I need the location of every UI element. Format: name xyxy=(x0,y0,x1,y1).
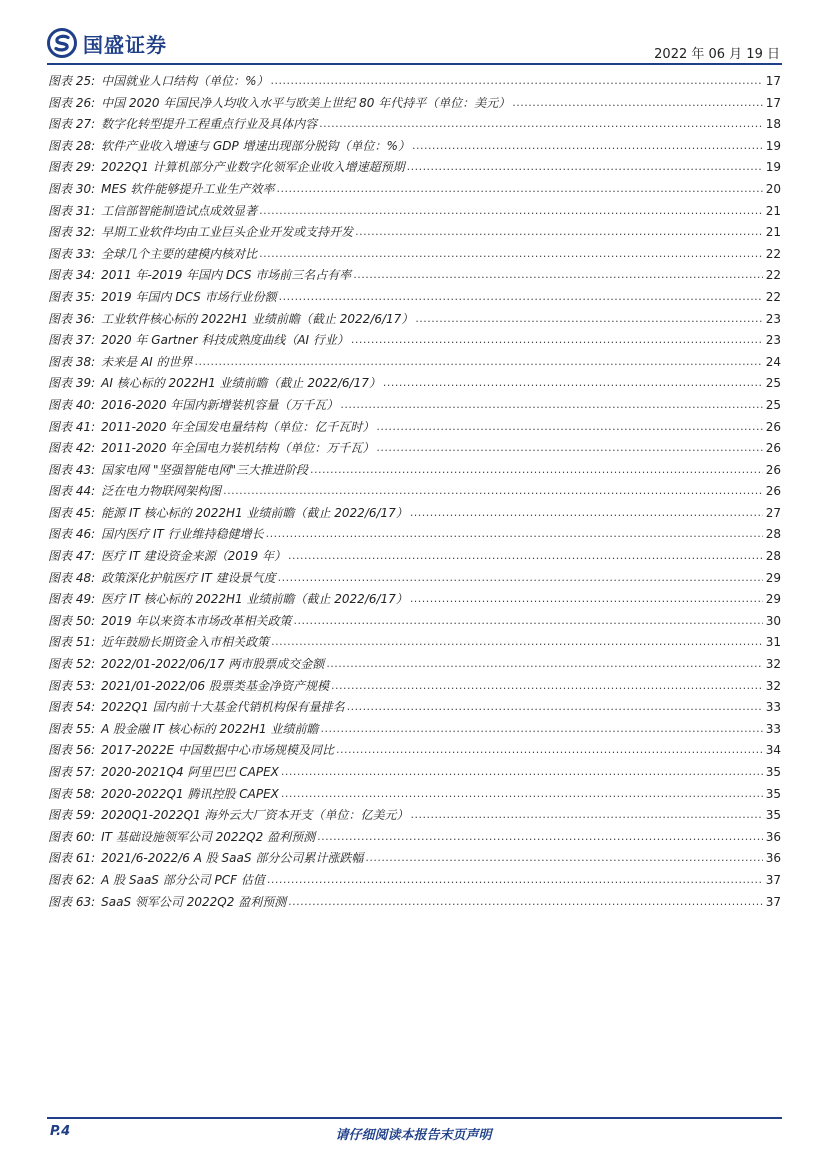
toc-entry[interactable] xyxy=(48,439,781,461)
toc-entry-title: 医疗 IT 核心标的 2022H1 业绩前瞻（截止 2022/6/17） xyxy=(101,592,408,607)
toc-entry-page: 21 xyxy=(765,203,781,218)
toc-leader-dots xyxy=(383,375,763,389)
toc-leader-dots xyxy=(353,267,763,281)
toc-entry[interactable] xyxy=(48,180,781,202)
toc-leader-dots xyxy=(351,332,763,346)
toc-entry-label: 图表 49: xyxy=(48,592,96,607)
toc-entry-label: 图表 31: xyxy=(48,203,96,218)
toc-leader-dots xyxy=(266,526,763,540)
toc-entry-title: 2020Q1-2022Q1 海外云大厂资本开支（单位：亿美元） xyxy=(101,808,409,823)
toc-leader-dots xyxy=(223,483,763,497)
toc-entry-label: 图表 43: xyxy=(48,462,96,477)
toc-entry-label: 图表 52: xyxy=(48,657,96,672)
toc-entry[interactable] xyxy=(48,353,781,375)
toc-entry-page: 26 xyxy=(765,441,781,456)
toc-entry-page: 22 xyxy=(765,289,781,304)
toc-leader-dots xyxy=(376,440,763,454)
toc-entry-page: 26 xyxy=(765,484,781,499)
toc-entry-title: SaaS 领军公司 2022Q2 盈利预测 xyxy=(101,894,287,909)
toc-entry-title: 国内医疗 IT 行业维持稳健增长 xyxy=(101,527,264,542)
toc-entry-label: 图表 38: xyxy=(48,354,96,369)
toc-leader-dots xyxy=(347,699,763,713)
toc-leader-dots xyxy=(407,159,763,173)
toc-entry-label: 图表 34: xyxy=(48,268,96,283)
toc-entry-title: 2011-2020 年全国发电量结构（单位：亿千瓦时） xyxy=(101,419,375,434)
toc-entry-title: 工业软件核心标的 2022H1 业绩前瞻（截止 2022/6/17） xyxy=(101,311,414,326)
toc-entry[interactable] xyxy=(48,331,781,353)
toc-entry[interactable] xyxy=(48,547,781,569)
toc-entry-title: 政策深化护航医疗 IT 建设景气度 xyxy=(101,570,276,585)
toc-leader-dots xyxy=(321,721,764,735)
toc-entry-title: 2020-2021Q4 阿里巴巴 CAPEX xyxy=(101,765,279,779)
toc-entry-label: 图表 30: xyxy=(48,181,96,196)
toc-entry-page: 28 xyxy=(765,527,781,542)
report-date: 2022 年 06 月 19 日 xyxy=(654,47,780,62)
toc-entry-title: 2017-2022E 中国数据中心市场规模及同比 xyxy=(101,743,334,758)
company-name: 国盛证券 xyxy=(83,32,167,57)
toc-entry-page: 26 xyxy=(765,462,781,477)
toc-entry-page: 25 xyxy=(765,376,781,391)
toc-leader-dots xyxy=(365,850,763,864)
toc-entry-label: 图表 60: xyxy=(48,829,96,844)
toc-entry-page: 33 xyxy=(765,721,781,736)
toc-entry[interactable] xyxy=(48,677,781,699)
toc-entry[interactable] xyxy=(48,137,781,159)
toc-entry-page: 26 xyxy=(765,419,781,434)
toc-leader-dots xyxy=(340,397,763,411)
toc-entry-label: 图表 59: xyxy=(48,808,96,823)
toc-entry-page: 22 xyxy=(765,268,781,283)
toc-entry-page: 19 xyxy=(765,160,781,175)
toc-leader-dots xyxy=(281,786,763,800)
toc-entry-title: 数字化转型提升工程重点行业及具体内容 xyxy=(101,117,318,132)
company-logo xyxy=(47,28,167,58)
toc-leader-dots xyxy=(317,829,763,843)
toc-entry-title: 中国 2020 年国民净人均收入水平与欧美上世纪 80 年代持平（单位：美元） xyxy=(101,95,511,110)
toc-entry-title: 2011 年-2019 年国内 DCS 市场前三名占有率 xyxy=(101,268,352,283)
toc-entry-label: 图表 35: xyxy=(48,289,96,304)
toc-leader-dots xyxy=(412,138,763,152)
toc-entry-label: 图表 51: xyxy=(48,635,96,650)
toc-entry-label: 图表 56: xyxy=(48,743,96,758)
toc-entry-page: 18 xyxy=(765,117,781,132)
toc-leader-dots xyxy=(281,764,763,778)
toc-entry-page: 23 xyxy=(765,333,781,348)
toc-entry-page: 37 xyxy=(765,894,781,909)
toc-entry-title: 2021/6-2022/6 A 股 SaaS 部分公司累计涨跌幅 xyxy=(101,851,364,866)
toc-entry-title: A 股金融 IT 核心标的 2022H1 业绩前瞻 xyxy=(101,721,319,736)
toc-entry-label: 图表 62: xyxy=(48,872,96,887)
toc-entry-label: 图表 42: xyxy=(48,441,96,456)
toc-entry-label: 图表 61: xyxy=(48,851,96,866)
toc-entry-page: 19 xyxy=(765,138,781,153)
toc-entry-label: 图表 45: xyxy=(48,505,96,520)
toc-entry-label: 图表 63: xyxy=(48,894,96,909)
toc-entry-label: 图表 40: xyxy=(48,397,96,412)
toc-entry-title: 全球几个主要的建模内核对比 xyxy=(101,246,258,261)
toc-entry[interactable] xyxy=(48,72,781,94)
toc-entry-title: 能源 IT 核心标的 2022H1 业绩前瞻（截止 2022/6/17） xyxy=(101,505,408,520)
toc-leader-dots xyxy=(294,613,764,627)
toc-entry-title: 2022/01-2022/06/17 两市股票成交金额 xyxy=(101,657,325,672)
page-number: P.4 xyxy=(50,1124,71,1139)
figure-list xyxy=(48,72,781,914)
toc-leader-dots xyxy=(278,570,763,584)
toc-entry-title: 2019 年以来资本市场改革相关政策 xyxy=(101,613,292,628)
toc-entry-label: 图表 32: xyxy=(48,225,96,240)
toc-entry-label: 图表 41: xyxy=(48,419,96,434)
toc-entry-label: 图表 29: xyxy=(48,160,96,175)
toc-entry-label: 图表 47: xyxy=(48,549,96,564)
toc-entry-title: 2016-2020 年国内新增装机容量（万千瓦） xyxy=(101,397,339,412)
toc-entry-page: 28 xyxy=(765,549,781,564)
toc-entry-title: 2022Q1 国内前十大基金代销机构保有量排名 xyxy=(101,700,345,715)
toc-entry-page: 36 xyxy=(765,829,781,844)
toc-entry-page: 27 xyxy=(765,505,781,520)
toc-entry[interactable] xyxy=(48,223,781,245)
toc-entry[interactable] xyxy=(48,849,781,871)
toc-leader-dots xyxy=(288,894,763,908)
toc-entry[interactable] xyxy=(48,806,781,828)
toc-entry-page: 29 xyxy=(765,570,781,585)
toc-entry-title: 中国就业人口结构（单位：%） xyxy=(101,74,269,88)
toc-leader-dots xyxy=(259,203,763,217)
toc-entry-page: 23 xyxy=(765,311,781,326)
toc-entry-label: 图表 55: xyxy=(48,721,96,736)
toc-entry-label: 图表 46: xyxy=(48,527,96,542)
toc-entry-page: 35 xyxy=(765,786,781,801)
footer-disclaimer: 请仔细阅读本报告末页声明 xyxy=(335,1128,492,1143)
toc-leader-dots xyxy=(512,95,763,109)
toc-entry-title: 国家电网 "坚强智能电网"三大推进阶段 xyxy=(101,462,308,477)
toc-leader-dots xyxy=(271,73,763,87)
toc-entry-title: 2022Q1 计算机部分产业数字化领军企业收入增速超预期 xyxy=(101,160,405,175)
toc-entry-label: 图表 37: xyxy=(48,333,96,348)
toc-leader-dots xyxy=(326,656,763,670)
toc-entry-page: 33 xyxy=(765,700,781,715)
toc-entry-title: 医疗 IT 建设资金来源（2019 年） xyxy=(101,549,286,564)
toc-leader-dots xyxy=(195,354,763,368)
toc-entry-label: 图表 54: xyxy=(48,700,96,715)
toc-entry[interactable] xyxy=(48,288,781,310)
toc-entry[interactable] xyxy=(48,266,781,288)
toc-entry-title: IT 基础设施领军公司 2022Q2 盈利预测 xyxy=(101,829,316,844)
toc-entry[interactable] xyxy=(48,115,781,137)
toc-entry-title: 软件产业收入增速与 GDP 增速出现部分脱钩（单位：%） xyxy=(101,138,410,153)
toc-entry-label: 图表 39: xyxy=(48,376,96,391)
toc-entry-page: 24 xyxy=(765,354,781,369)
toc-leader-dots xyxy=(410,591,763,605)
toc-entry-title: 泛在电力物联网架构图 xyxy=(101,484,222,499)
toc-entry-title: MES 软件能够提升工业生产效率 xyxy=(101,181,275,196)
header-divider xyxy=(47,63,782,65)
toc-entry[interactable] xyxy=(48,202,781,224)
toc-entry-label: 图表 44: xyxy=(48,484,96,499)
toc-leader-dots xyxy=(277,181,763,195)
toc-entry[interactable] xyxy=(48,461,781,483)
toc-entry-title: 2011-2020 年全国电力装机结构（单位：万千瓦） xyxy=(101,441,375,456)
toc-entry[interactable] xyxy=(48,418,781,440)
toc-leader-dots xyxy=(376,419,763,433)
toc-entry-page: 31 xyxy=(765,635,781,650)
toc-leader-dots xyxy=(271,634,763,648)
toc-entry[interactable] xyxy=(48,374,781,396)
toc-entry-label: 图表 28: xyxy=(48,138,96,153)
toc-entry-title: AI 核心标的 2022H1 业绩前瞻（截止 2022/6/17） xyxy=(101,376,381,391)
toc-entry[interactable] xyxy=(48,396,781,418)
toc-entry-page: 34 xyxy=(765,743,781,758)
toc-leader-dots xyxy=(415,311,763,325)
toc-entry-page: 29 xyxy=(765,592,781,607)
toc-entry-label: 图表 36: xyxy=(48,311,96,326)
toc-leader-dots xyxy=(336,742,763,756)
toc-entry-label: 图表 57: xyxy=(48,765,96,779)
toc-entry-title: 2019 年国内 DCS 市场行业份额 xyxy=(101,289,277,304)
toc-entry-page: 20 xyxy=(765,181,781,196)
page-header xyxy=(47,24,780,62)
company-logo-icon xyxy=(47,28,77,58)
toc-entry-title: 2020 年 Gartner 科技成熟度曲线（AI 行业） xyxy=(101,333,349,348)
toc-entry-title: 2021/01-2022/06 股票类基金净资产规模 xyxy=(101,678,329,693)
toc-entry[interactable] xyxy=(48,741,781,763)
toc-leader-dots xyxy=(319,116,763,130)
toc-entry[interactable] xyxy=(48,525,781,547)
toc-entry[interactable] xyxy=(48,94,781,116)
toc-entry-label: 图表 58: xyxy=(48,786,96,801)
toc-entry-page: 37 xyxy=(765,872,781,887)
toc-entry-label: 图表 25: xyxy=(48,74,96,88)
toc-leader-dots xyxy=(411,807,763,821)
toc-entry[interactable] xyxy=(48,158,781,180)
toc-entry-label: 图表 27: xyxy=(48,117,96,132)
toc-entry-page: 35 xyxy=(765,808,781,823)
toc-entry[interactable] xyxy=(48,720,781,742)
toc-leader-dots xyxy=(410,505,763,519)
toc-leader-dots xyxy=(355,224,763,238)
toc-entry-label: 图表 48: xyxy=(48,570,96,585)
toc-entry[interactable] xyxy=(48,655,781,677)
toc-entry-label: 图表 53: xyxy=(48,678,96,693)
toc-entry[interactable] xyxy=(48,504,781,526)
toc-entry[interactable] xyxy=(48,569,781,591)
toc-entry[interactable] xyxy=(48,893,781,915)
toc-entry-page: 32 xyxy=(765,678,781,693)
toc-entry[interactable] xyxy=(48,590,781,612)
toc-leader-dots xyxy=(310,462,763,476)
footer-divider xyxy=(47,1117,782,1119)
toc-entry-page: 17 xyxy=(765,74,781,88)
toc-entry-label: 图表 33: xyxy=(48,246,96,261)
toc-entry-page: 30 xyxy=(765,613,781,628)
toc-leader-dots xyxy=(267,872,763,886)
toc-leader-dots xyxy=(288,548,763,562)
toc-entry[interactable] xyxy=(48,763,781,785)
toc-leader-dots xyxy=(331,678,763,692)
toc-entry-title: 早期工业软件均由工业巨头企业开发或支持开发 xyxy=(101,225,354,240)
toc-entry[interactable] xyxy=(48,612,781,634)
toc-entry[interactable] xyxy=(48,310,781,332)
toc-entry[interactable] xyxy=(48,698,781,720)
toc-leader-dots xyxy=(259,246,763,260)
toc-entry-page: 36 xyxy=(765,851,781,866)
toc-leader-dots xyxy=(279,289,763,303)
toc-entry[interactable] xyxy=(48,482,781,504)
toc-entry-page: 35 xyxy=(765,765,781,779)
toc-entry[interactable] xyxy=(48,871,781,893)
toc-entry-page: 32 xyxy=(765,657,781,672)
toc-entry[interactable] xyxy=(48,828,781,850)
toc-entry-title: 近年鼓励长期资金入市相关政策 xyxy=(101,635,270,650)
toc-entry-page: 22 xyxy=(765,246,781,261)
toc-entry-label: 图表 26: xyxy=(48,95,96,110)
toc-entry[interactable] xyxy=(48,785,781,807)
toc-entry-title: 2020-2022Q1 腾讯控股 CAPEX xyxy=(101,786,279,801)
toc-entry-page: 25 xyxy=(765,397,781,412)
toc-entry-title: A 股 SaaS 部分公司 PCF 估值 xyxy=(101,872,265,887)
toc-entry-title: 未来是 AI 的世界 xyxy=(101,354,193,369)
toc-entry-page: 17 xyxy=(765,95,781,110)
toc-entry-page: 21 xyxy=(765,225,781,240)
toc-entry-title: 工信部智能制造试点成效显著 xyxy=(101,203,258,218)
toc-entry-label: 图表 50: xyxy=(48,613,96,628)
toc-entry[interactable] xyxy=(48,633,781,655)
toc-entry[interactable] xyxy=(48,245,781,267)
